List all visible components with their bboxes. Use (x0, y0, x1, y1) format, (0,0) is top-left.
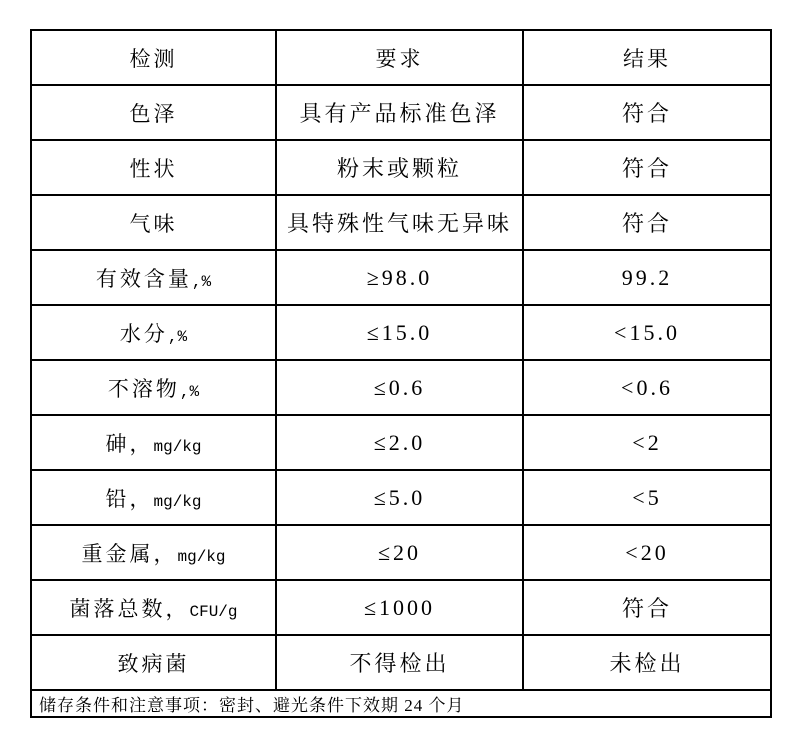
table-row (31, 250, 771, 305)
inspection-table (30, 29, 772, 718)
table-row (31, 470, 771, 525)
table-row (31, 415, 771, 470)
item-name: 重金属， (81, 541, 178, 566)
col-header-test: 检测 (31, 30, 276, 85)
requirement-cell: ≤5.0 (276, 470, 523, 525)
item-unit: mg/kg (177, 547, 226, 566)
footer-row (31, 690, 771, 717)
item-name: 性状 (129, 156, 178, 181)
item-name: 水分 (119, 321, 168, 346)
requirement-cell: 具特殊性气味无异味 (276, 195, 523, 250)
header-row (31, 30, 771, 85)
item-unit: ,% (191, 272, 212, 291)
requirement-cell: ≤20 (276, 525, 523, 580)
item-name-cell (31, 470, 276, 525)
item-name-cell (31, 85, 276, 140)
result-cell: 未检出 (523, 635, 771, 690)
item-unit: mg/kg (153, 437, 202, 456)
item-name-cell (31, 305, 276, 360)
table-row (31, 580, 771, 635)
result-cell: 符合 (523, 85, 771, 140)
table-row (31, 195, 771, 250)
col-header-requirement: 要求 (276, 30, 523, 85)
requirement-cell: 不得检出 (276, 635, 523, 690)
table-row (31, 140, 771, 195)
item-name: 菌落总数， (69, 596, 190, 621)
table-row (31, 525, 771, 580)
item-name-cell (31, 635, 276, 690)
col-header-result: 结果 (523, 30, 771, 85)
item-unit: mg/kg (153, 492, 202, 511)
requirement-cell: 粉末或颗粒 (276, 140, 523, 195)
result-cell: 99.2 (523, 250, 771, 305)
storage-note: 储存条件和注意事项：密封、避光条件下效期 24 个月 (31, 690, 771, 717)
item-name: 不溶物 (107, 376, 180, 401)
result-cell: <2 (523, 415, 771, 470)
requirement-cell: ≥98.0 (276, 250, 523, 305)
table-row (31, 360, 771, 415)
item-name: 铅， (105, 486, 154, 511)
result-cell: <5 (523, 470, 771, 525)
result-cell: <15.0 (523, 305, 771, 360)
item-name: 致病菌 (117, 651, 190, 676)
result-cell: 符合 (523, 195, 771, 250)
table-row (31, 635, 771, 690)
item-unit: ,% (167, 327, 188, 346)
requirement-cell: 具有产品标准色泽 (276, 85, 523, 140)
table-row (31, 85, 771, 140)
requirement-cell: ≤2.0 (276, 415, 523, 470)
requirement-cell: ≤15.0 (276, 305, 523, 360)
result-cell: 符合 (523, 580, 771, 635)
item-unit: CFU/g (189, 602, 238, 621)
item-name-cell (31, 525, 276, 580)
item-name: 砷， (105, 431, 154, 456)
result-cell: 符合 (523, 140, 771, 195)
requirement-cell: ≤0.6 (276, 360, 523, 415)
item-name-cell (31, 360, 276, 415)
item-name-cell (31, 580, 276, 635)
item-name-cell (31, 250, 276, 305)
result-cell: <0.6 (523, 360, 771, 415)
requirement-cell: ≤1000 (276, 580, 523, 635)
item-name-cell (31, 195, 276, 250)
item-name: 有效含量 (95, 266, 192, 291)
item-name-cell (31, 415, 276, 470)
item-name-cell (31, 140, 276, 195)
result-cell: <20 (523, 525, 771, 580)
item-unit: ,% (179, 382, 200, 401)
table-row (31, 305, 771, 360)
item-name: 气味 (129, 211, 178, 236)
item-name: 色泽 (129, 101, 178, 126)
